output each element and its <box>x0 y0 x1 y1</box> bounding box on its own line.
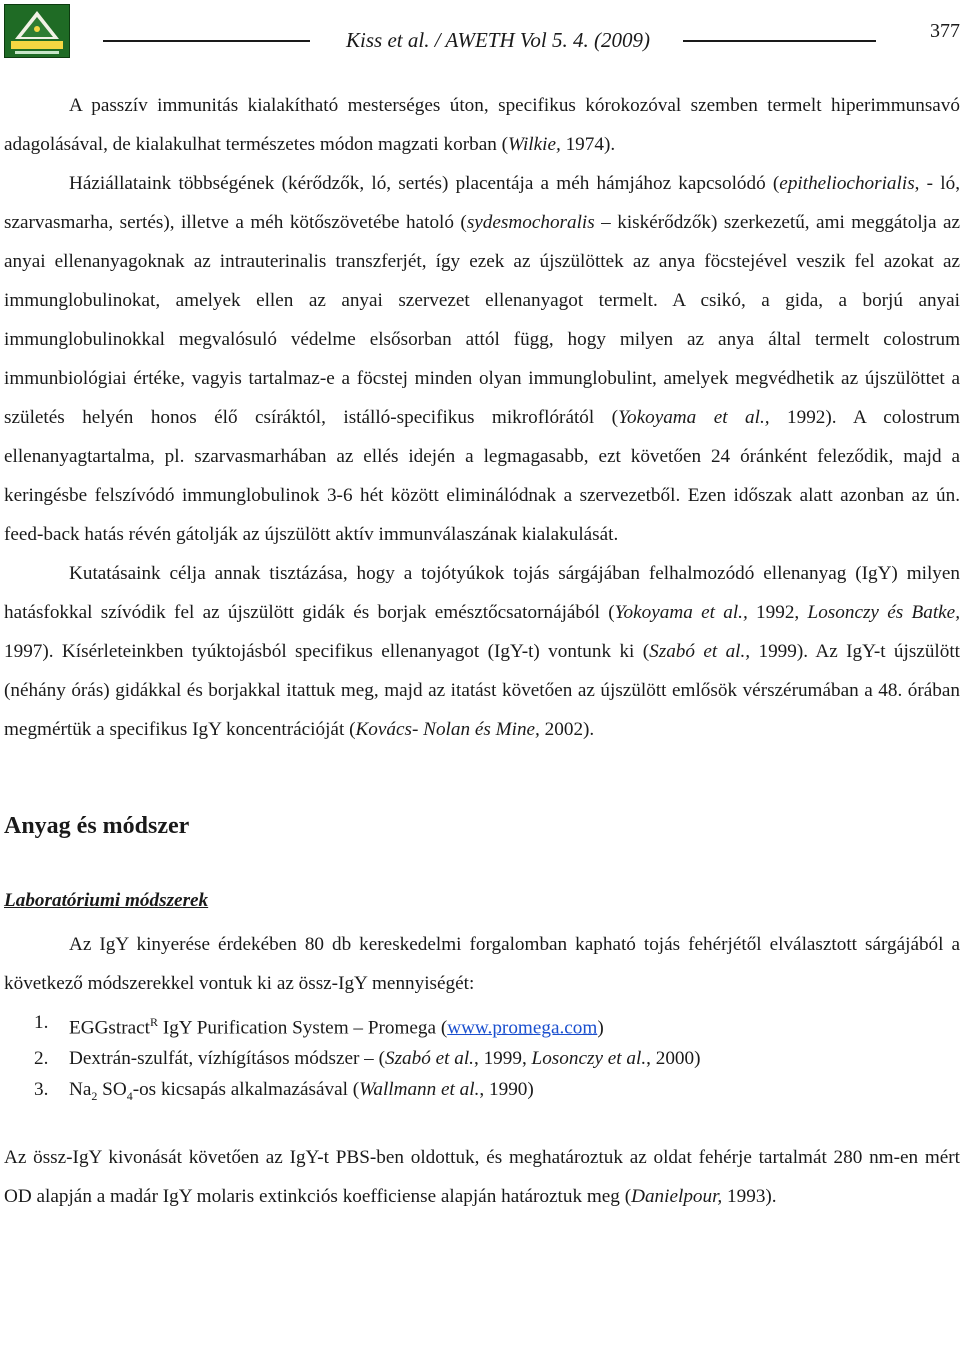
journal-citation: Kiss et al. / AWETH Vol 5. 4. (2009) <box>346 28 650 52</box>
paragraph-passive-immunity: A passzív immunitás kialakítható mesterséges úton, specifikus kórokozóval szemben termelt hiperimmunsavó adagolásával, de kialakulhat természetes módon magzati korban (Wilkie, 1974). <box>4 95 960 155</box>
page-header <box>0 0 960 62</box>
header-rule-right <box>683 40 876 42</box>
list-item: 1. EGGstract$^R$ IgY Purification System – Promega (www.promega.com) <box>34 1012 604 1039</box>
paragraph-methods-intro: Az IgY kinyerése érdekében 80 db kereskedelmi forgalomban kapható tojás fehérjétől elválasztott sárgájából a következő módszerekkel vontuk ki az össz-IgY mennyiségét: <box>4 934 960 994</box>
header-rule-left <box>103 40 310 42</box>
section-heading: Anyag és módszer <box>4 812 190 839</box>
paragraph-igy-measurement: Az össz-IgY kivonását követően az IgY-t PBS-ben oldottuk, és meghatároztuk az oldat fehérje tartalmát 280 nm-en mért OD alapján a madár IgY molaris extinkciós koefficiense alapján határoztuk meg (Danielpour, 1993). <box>4 1147 960 1208</box>
subsection-heading: Laboratóriumi módszerek <box>4 890 209 911</box>
promega-link[interactable]: www.promega.com <box>447 1017 598 1039</box>
list-item: 2. Dextrán-szulfát, vízhígításos módszer – (Szabó et al., 1999, Losonczy et al., 2000) <box>34 1048 701 1070</box>
paragraph-research-aim: Kutatásaink célja annak tisztázása, hogy a tojótyúkok tojás sárgájában felhalmozódó ellenanyag (IgY) milyen hatásfokkal szívódik fel az újszülött gidák és borjak emésztőcsatornájából (Yokoyama et al., 1992, Losonczy és Batke, 1997). Kísérleteinkben tyúktojásból specifikus ellenanyagot (IgY-t) vontunk ki (Szabó et al., 1999). Az IgY-t újszülött (néhány órás) gidákkal és borjakkal itattuk meg, majd az itatást követően az újszülött emlősök vérszérumában a 48. órában megmértük a specifikus IgY koncentrációját (Kovács- Nolan és Mine, 2002). <box>4 563 960 740</box>
list-item: 3. $Na_2$ $SO_4-os$ kicsapás alkalmazásával (Wallmann et al., 1990) <box>34 1079 534 1104</box>
paragraph-placenta: Háziállataink többségének (kérődzők, ló, sertés) placentája a méh hámjához kapcsolódó (epitheliochorialis, - ló, szarvasmarha, sertés), illetve a méh kötőszövetébe hatoló (sydesmochoralis – kiskérődzők) szerkezetű, ami meggátolja az anyai ellenanyagoknak az intrauterinalis transzferjét, így ezek az újszülöttek az anya föcstejével veszik fel azokat az immunglobulinokat, amelyek ellen az anyai szervezet ellenanyagot termelt. A csikó, a gida, a borjú anyai immunglobulinokkal megvalósuló védelme elsősorban attól függ, hogy milyen az anya által termelt colostrum immunbiológiai értéke, vagyis tartalmaz-e a föcstej minden olyan immunglobulint, amelyek megvédhetik az újszülöttet a születés helyén honos élő csíráktól, istálló-specifikus mikroflórától (Yokoyama et al., 1992). A colostrum ellenanyagtartalma, pl. szarvasmarhában az ellés idején a legmagasabb, ezt követően 24 óránként feleződik, majd a keringésbe felszívódó immunglobulinok 3-6 hét között eliminálódnak a szervezetből. Ezen időszak alatt azonban az ún. feed-back hatás révén gátolják az újszülött aktív immunválaszának kialakulását. <box>4 173 960 545</box>
methods-list <box>4 1007 960 1112</box>
page-number: 377 <box>930 20 960 42</box>
article-body <box>4 86 960 1216</box>
journal-logo-icon <box>4 4 70 58</box>
